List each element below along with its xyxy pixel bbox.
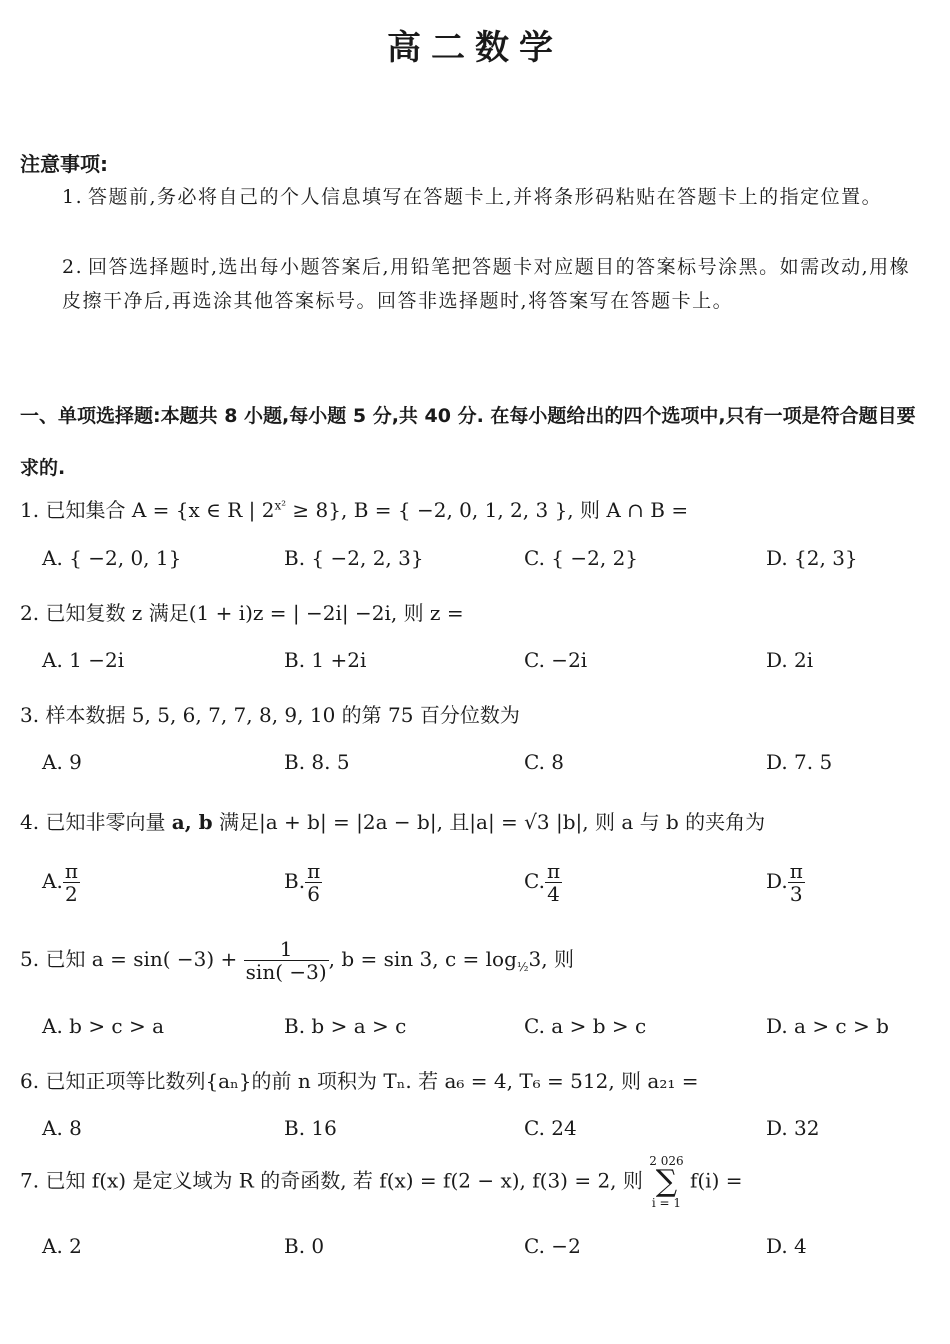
- question-1: [20, 494, 688, 523]
- question-math: , b = sin 3, c = log: [328, 947, 517, 971]
- q3-option-b: B. 8. 5: [284, 750, 350, 774]
- q4-option-c: [524, 860, 562, 905]
- q7-option-a: A. 2: [42, 1234, 82, 1258]
- q4-option-d: [766, 860, 805, 905]
- q5-option-c: C. a > b > c: [524, 1014, 647, 1038]
- fraction: [788, 860, 805, 905]
- fraction: [63, 860, 80, 905]
- fraction: [545, 860, 562, 905]
- q2-option-c: C. −2i: [524, 648, 588, 672]
- fraction-numerator: π: [307, 859, 321, 883]
- q7-option-c: C. −2: [524, 1234, 581, 1258]
- page-title: [0, 28, 950, 68]
- notice-item-text: 回答选择题时,选出每小题答案后,用铅笔把答题卡对应题目的答案标号涂黑。如需改动,用橡皮擦干净后,再选涂其他答案标号。回答非选择题时,将答案写在答题卡上。: [62, 256, 911, 312]
- question-stem: 7. 已知 f(x) 是定义域为 R 的奇函数, 若 f(x) = f(2 − x), f(3) = 2, 则: [20, 1168, 643, 1193]
- question-math: 满足|a + b| = |2a − b|, 且|a| = √3 |b|, 则 a 与 b 的夹角为: [212, 810, 766, 834]
- option-label: A.: [42, 869, 63, 893]
- q5-option-b: B. b > a > c: [284, 1014, 407, 1038]
- option-label: D.: [766, 869, 788, 893]
- summation: [649, 1155, 683, 1209]
- fraction-denominator: sin( −3): [245, 960, 327, 984]
- notice-item-2: [62, 250, 930, 318]
- fraction-numerator: π: [789, 859, 803, 883]
- q5-option-a: A. b > c > a: [42, 1014, 165, 1038]
- fraction-numerator: π: [546, 859, 561, 883]
- question-stem: 4. 已知非零向量: [20, 810, 172, 834]
- sum-lower-limit: i = 1: [651, 1196, 681, 1210]
- question-3: 3. 样本数据 5, 5, 6, 7, 7, 8, 9, 10 的第 75 百分位数为: [20, 703, 520, 727]
- q1-option-b: B. { −2, 2, 3}: [284, 546, 424, 570]
- q3-option-c: C. 8: [524, 750, 565, 774]
- fraction-denominator: 2: [65, 882, 78, 906]
- question-7: [20, 1155, 743, 1209]
- q3-option-d: D. 7. 5: [766, 750, 833, 774]
- fraction-denominator: 3: [789, 882, 803, 906]
- q2-option-a: A. 1 −2i: [42, 648, 125, 672]
- q2-option-b: B. 1 +2i: [284, 648, 367, 672]
- sigma-icon: ∑: [655, 1164, 678, 1199]
- q2-option-d: D. 2i: [766, 648, 814, 672]
- question-math: A = {x ∈ R | 2: [131, 498, 275, 522]
- section-heading: 一、单项选择题:本题共 8 小题,每小题 5 分,共 40 分. 在每小题给出的四个选项中,只有一项是符合题目要求的.: [20, 405, 916, 479]
- fraction: [305, 860, 322, 905]
- question-5: [20, 938, 574, 983]
- question-math: ≥ 8}, B = { −2, 0, 1, 2, 3 }, 则 A ∩ B =: [286, 498, 689, 522]
- question-6: 6. 已知正项等比数列{aₙ}的前 n 项积为 Tₙ. 若 a₆ = 4, T₆ = 512, 则 a₂₁ =: [20, 1069, 699, 1093]
- fraction-denominator: 6: [307, 882, 320, 906]
- fraction-denominator: 4: [547, 882, 560, 906]
- q6-option-c: C. 24: [524, 1116, 577, 1140]
- question-vectors: a, b: [171, 810, 213, 834]
- q4-option-a: [42, 860, 80, 905]
- q6-option-b: B. 16: [284, 1116, 337, 1140]
- q4-option-b: [284, 860, 322, 905]
- notice-item-number: 1.: [62, 186, 84, 208]
- q6-option-d: D. 32: [766, 1116, 820, 1140]
- question-exponent: x²: [274, 498, 287, 513]
- log-base: ½: [516, 960, 529, 974]
- question-4: [20, 806, 765, 835]
- q7-option-b: B. 0: [284, 1234, 325, 1258]
- option-label: C.: [524, 869, 545, 893]
- q1-option-d: D. {2, 3}: [766, 546, 858, 570]
- fraction-numerator: π: [64, 859, 78, 883]
- q1-option-a: A. { −2, 0, 1}: [42, 546, 182, 570]
- fraction-numerator: 1: [244, 938, 329, 961]
- question-stem: 1. 已知集合: [20, 498, 126, 522]
- q3-option-a: A. 9: [42, 750, 82, 774]
- notice-item-1: [62, 180, 930, 214]
- option-label: B.: [284, 869, 306, 893]
- notice-item-number: 2.: [62, 256, 84, 278]
- sum-upper-limit: 2 026: [649, 1154, 684, 1168]
- question-2: 2. 已知复数 z 满足(1 + i)z = | −2i| −2i, 则 z =: [20, 601, 464, 625]
- question-math: f(i) =: [689, 1168, 743, 1193]
- notice-item-text: 答题前,务必将自己的个人信息填写在答题卡上,并将条形码粘贴在答题卡上的指定位置。: [88, 186, 883, 208]
- notice-heading: 注意事项:: [20, 152, 108, 176]
- q1-option-c: C. { −2, 2}: [524, 546, 639, 570]
- q6-option-a: A. 8: [42, 1116, 82, 1140]
- page-title-text: 高二数学: [387, 28, 563, 68]
- question-stem: 5. 已知 a = sin( −3) +: [20, 947, 244, 971]
- q7-option-d: D. 4: [766, 1234, 807, 1258]
- question-math: 3, 则: [528, 947, 574, 971]
- q5-option-d: D. a > c > b: [766, 1014, 889, 1038]
- fraction: [244, 938, 329, 983]
